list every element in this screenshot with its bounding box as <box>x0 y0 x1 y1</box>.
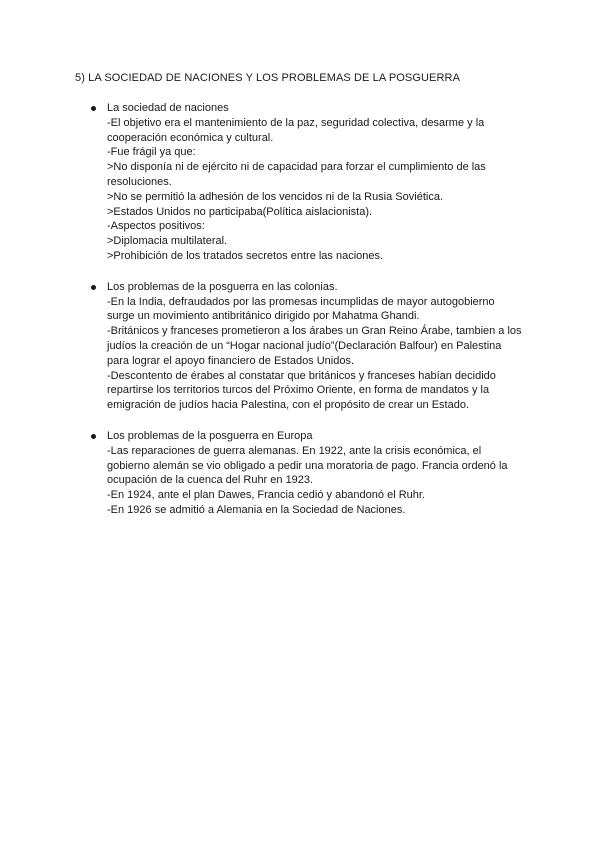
section-body <box>107 116 540 264</box>
section-title: Los problemas de la posguerra en Europa <box>107 429 313 442</box>
text-line: ocupación de la cuenca del Ruhr en 1923. <box>107 474 314 487</box>
text-line: >Estados Unidos no participaba(Política aislacionista). <box>107 205 373 218</box>
text-line: >No se permitió la adhesión de los vencidos ni de la Rusia Soviética. <box>107 190 443 203</box>
text-line: >Prohibición de los tratados secretos entre las naciones. <box>107 249 384 262</box>
text-line: >Diplomacia multilateral. <box>107 235 228 248</box>
text-line: surge un movimiento antibritánico dirigido por Mahatma Ghandi. <box>107 310 420 323</box>
bullet-icon <box>91 285 96 290</box>
text-line: para lograr el apoyo financiero de Estados Unidos. <box>107 354 355 367</box>
text-line: -Británicos y franceses prometieron a los árabes un Gran Reino Árabe, tambien a los <box>107 325 522 338</box>
text-line: -Aspectos positivos: <box>107 220 205 233</box>
text-line: cooperación económica y cultural. <box>107 131 274 144</box>
text-line: -En la India, defraudados por las promesas incumplidas de mayor autogobierno <box>107 295 495 308</box>
text-line: -En 1926 se admitió a Alemania en la Sociedad de Naciones. <box>107 503 406 516</box>
text-line: judíos la creación de un “Hogar nacional judío”(Declaración Balfour) en Palestina <box>107 339 502 352</box>
text-line: >No disponía ni de ejército ni de capacidad para forzar el cumplimiento de las <box>107 161 486 174</box>
section-body <box>107 295 540 413</box>
text-line: gobierno alemán se vio obligado a pedir una moratoria de pago. Francia ordenó la <box>107 459 508 472</box>
section-league-of-nations <box>90 101 540 264</box>
text-line: -Descontento de érabes al constatar que británicos y franceses habían decidido <box>107 369 496 382</box>
text-line: resoluciones. <box>107 175 172 188</box>
section-postwar-colonies <box>90 280 540 413</box>
section-list <box>90 101 540 534</box>
section-title: Los problemas de la posguerra en las colonias. <box>107 280 338 293</box>
section-title: La sociedad de naciones <box>107 102 229 114</box>
bullet-icon <box>91 106 96 111</box>
bullet-icon <box>91 434 96 439</box>
text-line: -En 1924, ante el plan Dawes, Francia cedió y abandonó el Ruhr. <box>107 489 425 502</box>
text-line: emigración de judíos hacia Palestina, con el propósito de crear un Estado. <box>107 399 469 412</box>
section-body <box>107 444 540 518</box>
text-line: -Fue frágil ya que: <box>107 146 196 159</box>
text-line: repartirse los territorios turcos del Próximo Oriente, en forma de mandatos y la <box>107 384 490 397</box>
page-title: 5) LA SOCIEDAD DE NACIONES Y LOS PROBLEMAS DE LA POSGUERRA <box>75 72 461 84</box>
text-line: -Las reparaciones de guerra alemanas. En 1922, ante la crisis económica, el <box>107 444 482 457</box>
section-postwar-europe <box>90 429 540 518</box>
text-line: -El objetivo era el mantenimiento de la paz, seguridad colectiva, desarme y la <box>107 116 485 129</box>
